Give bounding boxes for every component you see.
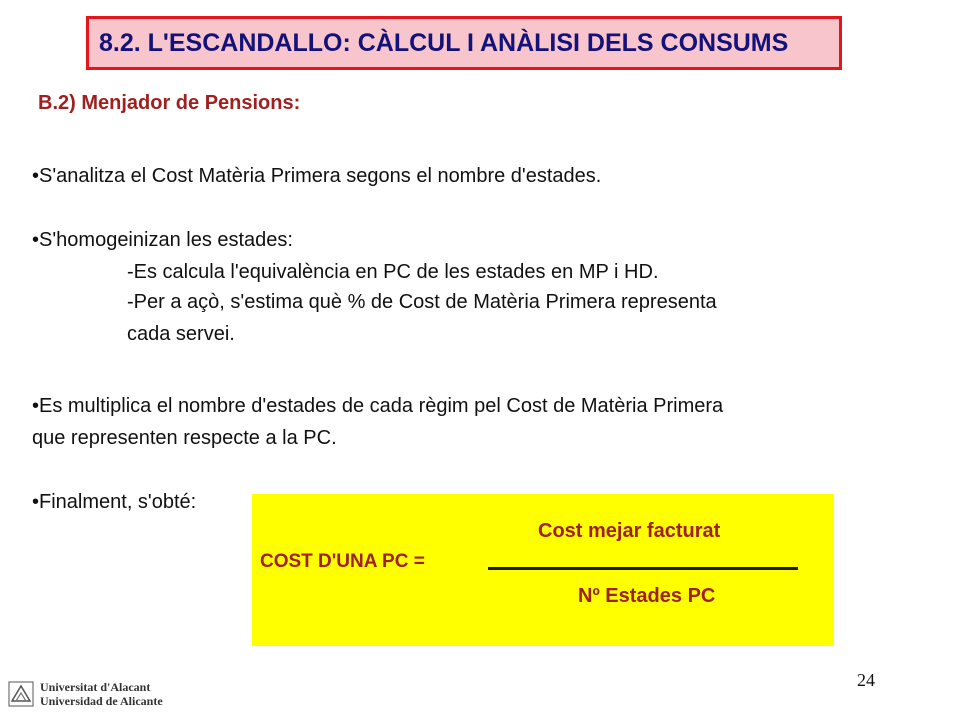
bullet-multiply-line2: que representen respecte a la PC. [32, 427, 337, 449]
sub-bullet-estimate-line1: -Per a açò, s'estima què % de Cost de Matèria Primera representa [127, 291, 717, 313]
bullet-homogenize: •S'homogeinizan les estades: [32, 229, 293, 251]
slide-title: 8.2. L'ESCANDALLO: CÀLCUL I ANÀLISI DELS CONSUMS [99, 28, 789, 57]
logo-line-valencian: Universitat d'Alacant [40, 680, 151, 694]
bullet-multiply-line1: •Es multiplica el nombre d'estades de cada règim pel Cost de Matèria Primera [32, 395, 724, 417]
bullet-cost-analysis: •S'analitza el Cost Matèria Primera segons el nombre d'estades. [32, 165, 602, 187]
formula-denominator: Nº Estades PC [578, 585, 716, 607]
sub-bullet-equivalence: -Es calcula l'equivalència en PC de les estades en MP i HD. [127, 261, 659, 283]
formula-label: COST D'UNA PC = [260, 551, 425, 572]
university-logo [8, 680, 163, 708]
university-emblem-icon [8, 681, 34, 707]
formula-fraction-bar [488, 567, 798, 570]
section-subtitle: B.2) Menjador de Pensions: [38, 92, 301, 114]
logo-line-spanish: Universidad de Alicante [40, 694, 163, 708]
bullet-finally: •Finalment, s'obté: [32, 491, 197, 513]
sub-bullet-estimate-line2: cada servei. [127, 323, 235, 345]
formula-box [252, 494, 834, 646]
formula-numerator: Cost mejar facturat [538, 520, 721, 542]
page-number: 24 [857, 670, 875, 690]
title-box [86, 16, 842, 70]
